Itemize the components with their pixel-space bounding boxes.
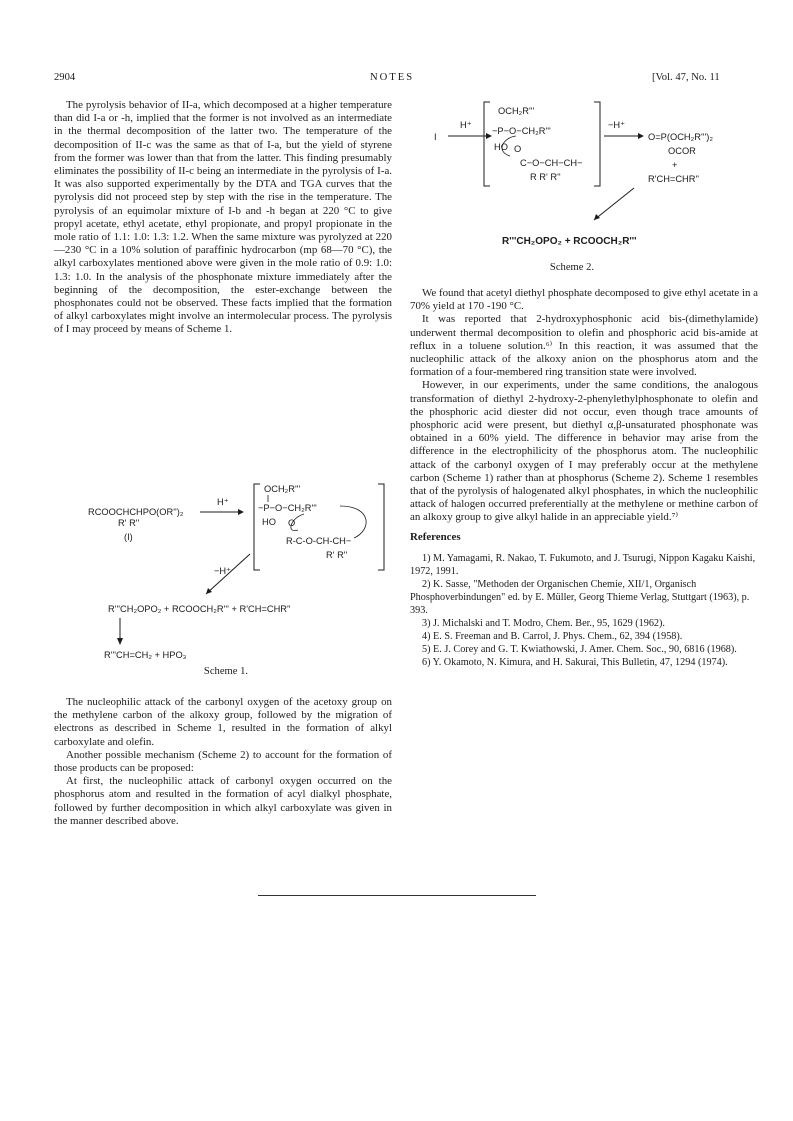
scheme2-right-product1b: OCOR [668, 146, 696, 156]
paragraph: We found that acetyl diethyl phosphate decomposed to give ethyl acetate in a 70% yield at 170 -190 °C. [410, 287, 759, 313]
left-column-text-lower [54, 696, 392, 828]
arrow-head [238, 509, 244, 515]
bracket-right [594, 102, 600, 186]
scheme2-minus-h: −H⁺ [608, 120, 626, 130]
scheme2-right-product1: O=P(OCH₂R''')₂ [648, 132, 713, 142]
page-number: 2904 [54, 72, 76, 83]
arrow-line [594, 188, 634, 220]
scheme-2-caption: Scheme 2. [549, 262, 595, 273]
scheme-2 [410, 94, 760, 254]
bracket-left [484, 102, 490, 186]
running-title: NOTES [370, 72, 415, 83]
scheme1-reactant-label: (I) [124, 532, 133, 542]
scheme2-right-product2: R'CH=CHR'' [648, 174, 700, 184]
electron-arrow [340, 506, 366, 538]
right-column-text [410, 287, 758, 669]
scheme1-h-plus: H⁺ [217, 497, 229, 507]
scheme-1-drawing [54, 478, 394, 678]
reference-item: 2) K. Sasse, "Methoden der Organischen Chemie, XII/1, Organisch Phosphoverbindungen" ed. by E. Müller, Georg Thieme Verlag, Stuttgart (1963), p. 393. [410, 578, 750, 616]
reference-item: 1) M. Yamagami, R. Nakao, T. Fukumoto, and J. Tsurugi, Nippon Kagaku Kaishi, 1972, 1991. [410, 552, 756, 577]
electron-arrow [291, 514, 304, 531]
paragraph: Another possible mechanism (Scheme 2) to account for the formation of those products can be proposed: [54, 748, 392, 775]
reference-item: 4) E. S. Freeman and B. Carrol, J. Phys. Chem., 62, 394 (1958). [422, 630, 683, 642]
arrow-head [117, 638, 123, 645]
scheme1-products: R'''CH₂OPO₂ + RCOOCH₂R''' + R'CH=CHR'' [108, 604, 291, 614]
scheme2-c-line: C−O−CH−CH− [520, 158, 583, 168]
bracket-right [378, 484, 384, 570]
scheme1-rc-line: R-C-O-CH-CH− [286, 536, 352, 546]
scheme-1-caption: Scheme 1. [203, 666, 249, 677]
scheme2-h-plus: H⁺ [460, 120, 472, 130]
scheme2-o: O [514, 144, 522, 154]
paragraph: At first, the nucleophilic attack of carbonyl oxygen occurred on the phosphorus atom and resulted in the formation of acyl dialkyl phosphate, followed by further decomposition in which alkyl carboxylate was given in the manner described above. [54, 775, 392, 827]
scheme1-reactant: RCOOCHCHPO(OR'')₂ [88, 507, 184, 517]
scheme1-ho: HO [262, 517, 276, 527]
reference-item: 6) Y. Okamoto, N. Kimura, and H. Sakurai, This Bulletin, 47, 1294 (1974). [422, 656, 728, 668]
scheme1-p-line: −P−O−CH₂R''' [258, 503, 317, 513]
scheme2-start: I [434, 132, 437, 142]
scheme-2-drawing [410, 94, 760, 254]
scheme1-och2: OCH₂R''' [264, 484, 301, 494]
paragraph: The nucleophilic attack of the carbonyl oxygen of the acetoxy group on the methylene carbon of the alkoxy group, followed by the migration of electrons as described in Scheme 1, resulted in the formation of alkyl carboxylate and olefin. [54, 696, 392, 748]
scheme1-products2: R'''CH=CH₂ + HPO₃ [104, 650, 187, 660]
reference-item: 5) E. J. Corey and G. T. Kwiathowski, J. Amer. Chem. Soc., 90, 6816 (1968). [422, 643, 737, 655]
scheme2-c-sub: R R' R'' [530, 172, 561, 182]
paragraph: However, in our experiments, under the same conditions, the analogous transformation of diethyl 2-hydroxy-2-phenylethylphosphonate to olefin and the phosphoric acid diester did not occur, even though trace amounts of phosphoric acid were present, but diethyl α,β-unsaturated phosphonate was obtained in a 60% yield. The difference in behavior may arise from the difference in the electrophilicity of the phosphorus atom. The nucleophilic attack of the carbonyl oxygen of I may preferably occur at the methylene carbon (Scheme 1) rather than at phosphorus (Scheme 2). Scheme 1 resembles that of the pyrolysis of halogenated alkyl phosphates, in which the nucleophilic attack of halogen occurred preferentially at the methylene or methine carbon of an alkoxy group to give alkyl halide in an appreciable yield.⁷⁾ [410, 379, 758, 524]
left-column-text [54, 99, 392, 337]
scheme2-och2: OCH₂R''' [498, 106, 535, 116]
scheme1-rc-sub: R' R'' [326, 550, 348, 560]
reference-item: 3) J. Michalski and T. Modro, Chem. Ber., 95, 1629 (1962). [422, 617, 665, 629]
arrow-head [594, 214, 600, 220]
scheme2-ho: HO [494, 142, 508, 152]
arrow-head [638, 133, 644, 139]
bracket-left [254, 484, 260, 570]
end-rule [258, 895, 536, 896]
scheme1-reactant-sub: R' R'' [118, 518, 140, 528]
scheme2-plus: + [672, 160, 678, 170]
scheme1-o: O [288, 518, 296, 528]
scheme-1 [54, 478, 394, 678]
references-heading: References [410, 530, 461, 543]
volume-label: [Vol. 47, No. 11 [652, 72, 720, 83]
scheme1-minus-h: −H⁺ [214, 566, 232, 576]
arrow-line [206, 554, 250, 594]
scheme2-p-line: −P−O−CH₂R''' [492, 126, 551, 136]
scheme2-bottom-products: R'''CH₂OPO₂ + RCOOCH₂R''' [502, 236, 637, 247]
paragraph: It was reported that 2-hydroxyphosphonic acid bis-(dimethylamide) underwent thermal decomposition to olefin and phosphoric acid bis-amide at reflux in a toluene solution.⁶⁾ In this reaction, it was assumed that the nucleophilic attack of the alkoxy anion on the phosphorus atom and the formation of a four-membered ring transition state were involved. [410, 313, 758, 379]
paragraph: The pyrolysis behavior of II-a, which decomposed at a higher temperature than did I-a or -h, implied that the former is not involved as an intermediate in the thermal decomposition of the latter two. The temperature of the decomposition of II-c was the same as that of I-a, but the yield of styrene from the former was lower than that from the latter. This finding presumably eliminates the possibility of II-c being an intermediate in the pyrolysis of I-a. It was also supported experimentally by the DTA and TGA curves that the pyrolysis did not proceed step by step with the rise in the temperature. The pyrolysis of an equimolar mixture of I-b and -h began at 220 °C to give propyl acetate, ethyl acetate, ethyl propionate, and propyl propionate in the mole ratio of 1.1: 1.0: 1.3: 1.2. When the same mixture was pyrolyzed at 220—230 °C in a 10% solution of paraffinic hydrocarbon (mp 68—70 °C), the alkyl carboxylates mentioned above were given in the mole ratio of 0.9: 1.0: 1.3: 1.0. In the analysis of the phosphonate mixture immediately after the beginning of the decomposition, the ester-exchange between the phosphonates could not be observed. These facts implied that the formation of alkyl carboxylates might involve an intermolecular process. The pyrolysis of I may proceed by means of Scheme 1. [54, 99, 392, 336]
